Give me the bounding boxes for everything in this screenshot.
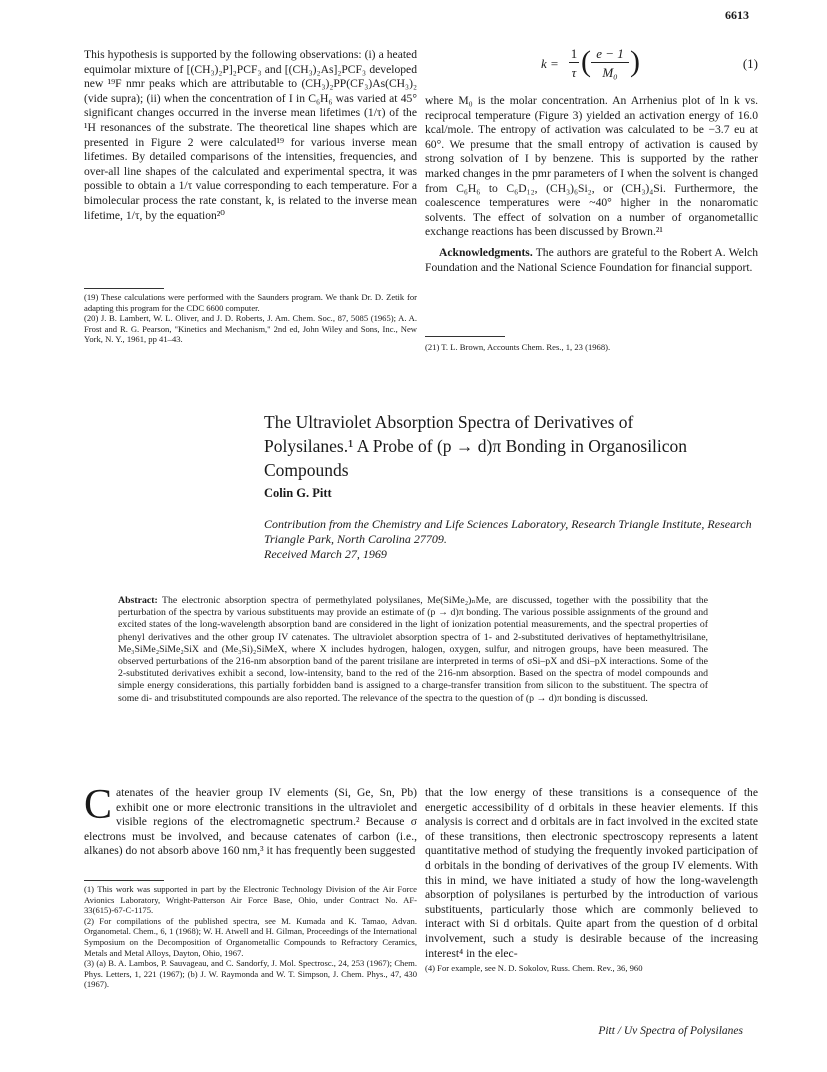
affiliation-text: Contribution from the Chemistry and Life Sciences Laboratory, Research Triangle Institute, Research Triangle Park, North Carolina 27709. <box>264 517 752 546</box>
left-top-column <box>84 48 417 223</box>
received-date: Received March 27, 1969 <box>264 547 387 561</box>
drop-cap: C <box>84 782 113 828</box>
fraction-bar <box>569 62 579 63</box>
fraction-numerator: e − 1 <box>596 46 624 61</box>
acknowledgments-text: The authors are grateful to the Robert A. Welch Foundation and the National Science Foundation for financial support. <box>425 245 758 274</box>
fraction-bar <box>591 62 629 63</box>
equation-lhs: k = <box>541 56 559 71</box>
left-bottom-footnotes <box>84 884 417 990</box>
acknowledgments-paragraph <box>425 246 758 275</box>
right-bottom-column <box>425 786 758 974</box>
footnote: (2) For compilations of the published spectra, see M. Kumada and K. Tamao, Advan. Organometal. Chem., 6, 1 (1968); W. H. Atwell and H. Gilman, Proceedings of the International Symposium on the Decomposition of Organometallic Compounds to Refractory Ceramics, Metals and Metal Alloys, Dayton, Ohio, 1967. <box>84 915 417 958</box>
footnote: (20) J. B. Lambert, W. L. Oliver, and J. D. Roberts, J. Am. Chem. Soc., 87, 5085 (1965); A. A. Frost and R. G. Pearson, "Kinetics and Mechanism," 2nd ed, John Wiley and Sons, Inc., New York, N. Y., 1961, pp 41–43. <box>84 313 417 345</box>
fraction-denominator: M₀ <box>602 65 618 80</box>
left-paren: ( <box>581 45 591 78</box>
right-top-footnotes <box>425 342 758 353</box>
article-title: The Ultraviolet Absorption Spectra of Derivatives of Polysilanes.¹ A Probe of (p → d)π Bonding in Organosilicon Compounds <box>264 412 688 480</box>
footnote-rule <box>84 880 164 881</box>
left-bottom-column <box>84 782 417 859</box>
footnote: (19) These calculations were performed with the Saunders program. We thank Dr. D. Zetik for adapting this program for the CDC 6600 computer. <box>84 292 417 313</box>
right-paren: ) <box>630 45 640 78</box>
body-paragraph: that the low energy of these transitions is a consequence of the energetic accessibility of d orbitals in these heavier elements. If this analysis is correct and d orbitals are in fact involved in the excited state of these transitions, then electronic spectroscopy represents a latent quantitative method of studying the frequently invoked participation of d orbitals in the bonding of derivatives of the group IV elements. With this in mind, we have initiated a study of how the long-wavelength absorption of polysilanes is perturbed by the introduction of various substituents, particularly those which are commonly believed to interact with Si d orbitals. Quite apart from the question of d orbital involvement, such a study is desirable because of the increasing interest⁴ in the elec- <box>425 786 758 960</box>
abstract-text: The electronic absorption spectra of permethylated polysilanes, Me(SiMe₂)ₙMe, are discussed, together with the possibility that the perturbation of the spectra by various substituents may provide an estimate of (p → d)π bonding. The various possible assignments of the ground and excited states of the long-wavelength absorption band are considered in the light of ionization potential measurements, and the spectral properties of phenyl derivatives and the other group IV catenates. The ultraviolet absorption spectra of 1- and 2-substituted derivatives of heptamethyltrisilane, Me₃SiMe₂SiMe₂SiX and (Me₃Si)₂SiMeX, where X includes hydrogen, halogen, oxygen, sulfur, and nitrogen groups, have been measured. The observed perturbations of the 216-nm absorption band of the parent trisilane are interpreted in terms of σSi–pX and dSi–pX interactions. Some of the 2-substituted derivatives exhibit a second, low-intensity, band to the red of the 216-nm absorption. Based on the spectra of model compounds and simple energy considerations, this partially forbidden band is assigned to a charge-transfer transition from silicon to the substituent. The spectra of some di- and trisubstituted compounds are also reported. The relevance of the spectra to the question of (p → d)π bonding is discussed. <box>118 595 708 704</box>
footnote: (1) This work was supported in part by the Electronic Technology Division of the Air Force Avionics Laboratory, Wright-Patterson Air Force Base, Ohio, under Contract No. AF-33(615)-67-C-1175. <box>84 884 417 916</box>
intro-paragraph <box>84 782 417 859</box>
equation-number: (1) <box>742 56 758 71</box>
abstract-heading: Abstract: <box>118 595 158 606</box>
fraction-denominator: τ <box>571 65 577 80</box>
acknowledgments-heading: Acknowledgments. <box>439 245 533 259</box>
affiliation <box>264 517 754 562</box>
body-paragraph: This hypothesis is supported by the following observations: (i) a heated equimolar mixture of [(CH₃)₂P]₂PCF₃ and [(CH₃)₂As]₂PCF₃ developed new ¹⁹F nmr peaks which are attributable to (CH₃)₂PP(CF₃)As(CH₃)₂ (vide supra); (ii) when the concentration of I in C₆H₆ was varied at 45° significant changes occurred in the inverse mean lifetimes (1/τ) of the ¹H resonances of the substrate. The theoretical line shapes which are presented in Figure 2 were calculated¹⁹ for various inverse mean lifetimes. By detailed comparisons of the intensities, frequencies, and over-all line shapes of the calculated and experimental spectra, it was possible to obtain a 1/τ value corresponding to each temperature. For a bimolecular process the rate constant, k, is related to the inverse mean lifetime, 1/τ, by the equation²⁰ <box>84 48 417 222</box>
footnote: (21) T. L. Brown, Accounts Chem. Res., 1, 23 (1968). <box>425 342 611 352</box>
author-name: Colin G. Pitt <box>264 486 332 500</box>
footnote-rule <box>84 288 164 289</box>
page-number: 6613 <box>725 8 749 22</box>
left-top-footnotes <box>84 292 417 345</box>
equation-1 <box>425 46 758 88</box>
footnote-rule <box>425 336 505 337</box>
fraction-numerator: 1 <box>570 46 578 61</box>
footnote: (4) For example, see N. D. Sokolov, Russ. Chem. Rev., 36, 960 <box>425 963 643 974</box>
running-footer: Pitt / Uv Spectra of Polysilanes <box>598 1025 743 1037</box>
body-paragraph: where M₀ is the molar concentration. An Arrhenius plot of ln k vs. reciprocal temperature (Figure 3) yielded an activation energy of 16.0 kcal/mole. The entropy of activation was calculated to be −3.7 eu at 60°. We presume that the small entropy of activation is caused by strong solvation of I by benzene. This is supported by the rather marked changes in the pmr parameters of I when the solvent is changed from C₆H₆ to C₆D₁₂, (CH₃)₆Si₂, or (CH₃)₄Si. Furthermore, the coalescence temperatures were ~40° higher in the nonaromatic solvents. The effect of solvation on a number of organometallic exchange reactions has been discussed by Brown.²¹ <box>425 94 758 239</box>
abstract <box>118 595 708 705</box>
footnote: (3) (a) B. A. Lambos, P. Sauvageau, and C. Sandorfy, J. Mol. Spectrosc., 24, 253 (1967); Chem. Phys. Letters, 1, 221 (1967); (b) J. W. Raymonda and W. T. Simpson, J. Chem. Phys., 47, 430 (1967). <box>84 958 417 990</box>
intro-text: atenates of the heavier group IV elements (Si, Ge, Sn, Pb) exhibit one or more electronic transitions in the ultraviolet and visible regions of the electromagnetic spectrum.² Because σ electrons must be involved, and because catenates of carbon (i.e., alkanes) do not absorb above 160 nm,³ it has frequently been suggested <box>84 786 417 858</box>
right-top-column <box>425 94 758 275</box>
